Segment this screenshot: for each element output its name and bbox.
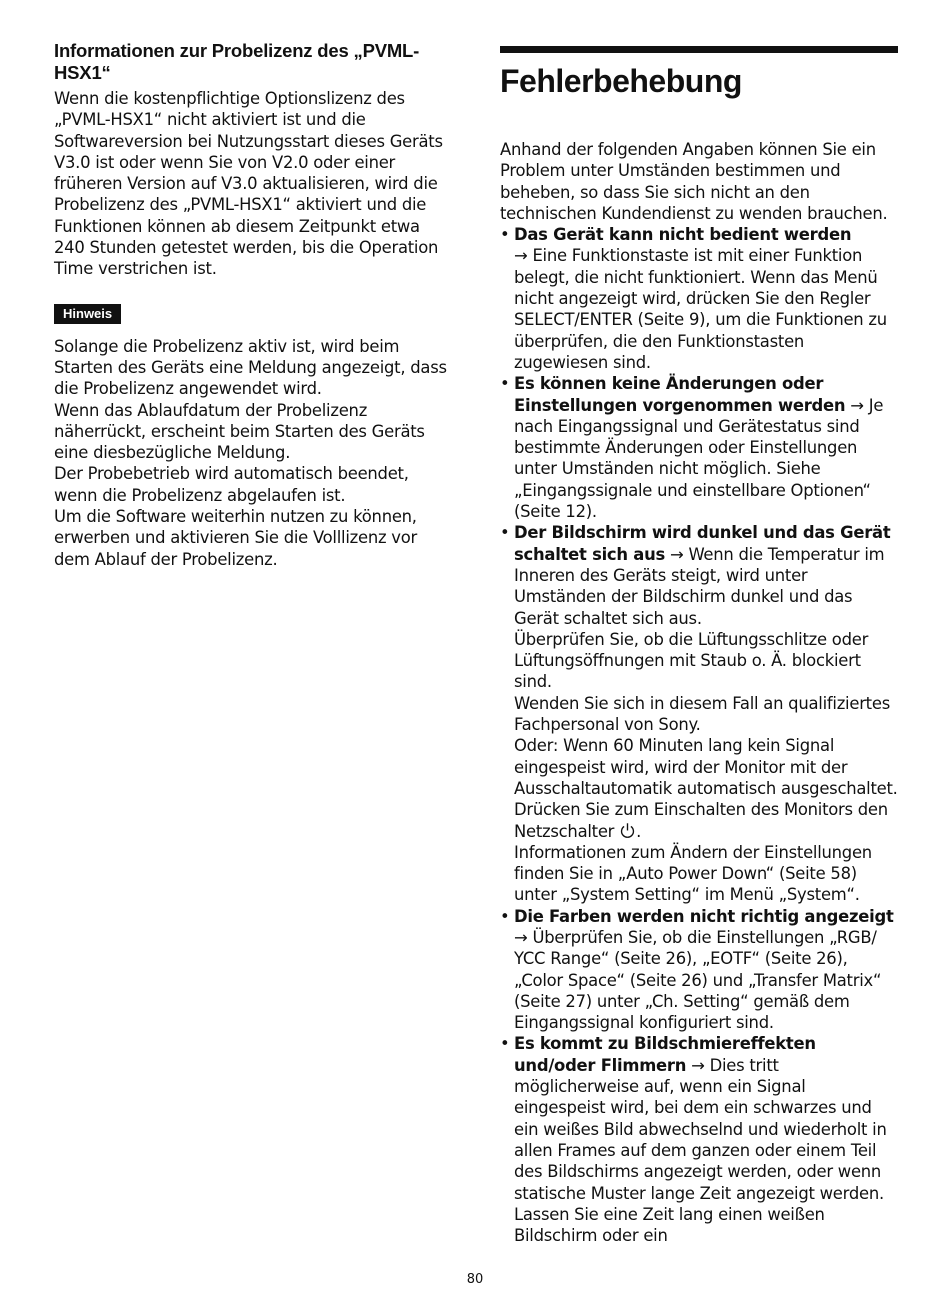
item-extra-text: Oder: Wenn 60 Minuten lang kein Signal eingespeist wird, wird der Monitor mit der Ausschaltautomatik automatisch ausgeschaltet. Drücken Sie zum Einschalten des Monitors den Netzschalter [514, 736, 898, 841]
item-title: Das Gerät kann nicht bedient werden [514, 225, 852, 245]
arrow-icon: → [691, 1055, 705, 1075]
item-text: Eine Funktionstaste ist mit einer Funktion belegt, die nicht funktioniert. Wenn das Menü nicht angezeigt wird, drücken Sie den Regler SELECT/ENTER (Seite 9), um die Funktionen zu überprüfen, die den Funktionstasten zugewiesen sind. [514, 246, 887, 372]
item-extra: Wenden Sie sich in diesem Fall an qualifiziertes Fachpersonal von Sony. [514, 693, 890, 735]
intro-paragraph: Anhand der folgenden Angaben können Sie ein Problem unter Umständen bestimmen und beheben, so dass Sie sich nicht an den technischen Kundendienst zu wenden brauchen. [500, 140, 888, 223]
item-extra: Überprüfen Sie, ob die Lüftungsschlitze oder Lüftungsöffnungen mit Staub o. Ä. blockiert sind. [514, 629, 869, 692]
troubleshooting-list [500, 224, 900, 1246]
item-text: Je nach Eingangssignal und Gerätestatus sind bestimmte Änderungen oder Einstellungen unter Umständen nicht möglich. Siehe „Eingangssignale und einstellbare Optionen“ (Seite 12). [514, 395, 884, 522]
item-title: Der Bildschirm wird dunkel und das Gerät schaltet sich aus [514, 523, 891, 564]
right-column [500, 46, 900, 1246]
trial-license-heading: Informationen zur Probelizenz des „PVML-HSX1“ [54, 40, 420, 83]
power-icon [619, 822, 636, 839]
arrow-icon: → [514, 927, 528, 947]
trial-license-paragraph: Wenn die kostenpflichtige Optionslizenz des „PVML-HSX1“ nicht aktiviert ist und die Softwareversion bei Nutzungsstart dieses Geräts V3.0 ist oder wenn Sie von V2.0 oder einer früheren Version auf V3.0 aktualisieren, wird die Probelizenz des „PVML-HSX1“ aktiviert und die Funktionen können ab diesem Zeitpunkt etwa 240 Stunden getestet werden, bis die Operation Time verstrichen ist. [54, 89, 443, 279]
item-title: Die Farben werden nicht richtig angezeigt [514, 906, 894, 926]
bullet-icon: • [500, 1034, 510, 1054]
bullet-icon: • [500, 225, 510, 245]
item-extra: Informationen zum Ändern der Einstellungen finden Sie in „Auto Power Down“ (Seite 58) unter „System Setting“ im Menü „System“. [514, 842, 872, 905]
item-text: Dies tritt möglicherweise auf, wenn ein Signal eingespeist wird, bei dem ein schwarzes und ein weißes Bild abwechselnd und wiederholt in allen Frames auf dem ganzen oder einem Teil des Bildschirms angezeigt werden, oder wenn statische Muster lange Zeit angezeigt werden. Lassen Sie eine Zeit lang einen weißen Bildschirm oder ein [514, 1055, 887, 1246]
arrow-icon: → [669, 544, 684, 564]
item-title: Es kommt zu Bildschmiereffekten und/oder Flimmern [514, 1034, 816, 1075]
list-item [500, 522, 900, 905]
note-line: Solange die Probelizenz aktiv ist, wird beim Starten des Geräts eine Meldung angezeigt, dass die Probelizenz angewendet wird. [54, 336, 447, 399]
title-rule [500, 46, 898, 53]
item-text: Überprüfen Sie, ob die Einstellungen „RGB/ YCC Range“ (Seite 26), „EOTF“ (Seite 26), „Color Space“ (Seite 26) und „Transfer Matrix“ (Seite 27) unter „Ch. Setting“ gemäß dem Eingangssignal konfiguriert sind. [514, 927, 882, 1033]
list-item [500, 224, 900, 373]
arrow-icon: → [514, 246, 528, 266]
arrow-icon: → [850, 395, 864, 415]
note-line: Der Probebetrieb wird automatisch beendet, wenn die Probelizenz abgelaufen ist. [54, 464, 409, 505]
left-column [54, 40, 454, 570]
bullet-icon: • [500, 906, 510, 926]
page-title: Fehlerbehebung [500, 63, 742, 99]
note-line: Um die Software weiterhin nutzen zu können, erwerben und aktivieren Sie die Volllizenz vor dem Ablauf der Probelizenz. [54, 507, 417, 569]
note-line: Wenn das Ablaufdatum der Probelizenz näherrückt, erscheint beim Starten des Geräts eine diesbezügliche Meldung. [54, 400, 425, 463]
item-text: Wenn die Temperatur im Inneren des Geräts steigt, wird unter Umständen der Bildschirm dunkel und das Gerät schaltet sich aus. [514, 544, 885, 628]
page-number: 80 [466, 1272, 484, 1287]
list-item [500, 906, 900, 1034]
bullet-icon: • [500, 523, 510, 543]
list-item [500, 1033, 900, 1246]
bullet-icon: • [500, 374, 510, 394]
item-title: Es können keine Änderungen oder Einstellungen vorgenommen werden [514, 374, 846, 415]
item-extra [514, 735, 900, 841]
list-item [500, 373, 900, 522]
item-extra-text: . [636, 821, 642, 841]
note-badge: Hinweis [54, 304, 121, 324]
